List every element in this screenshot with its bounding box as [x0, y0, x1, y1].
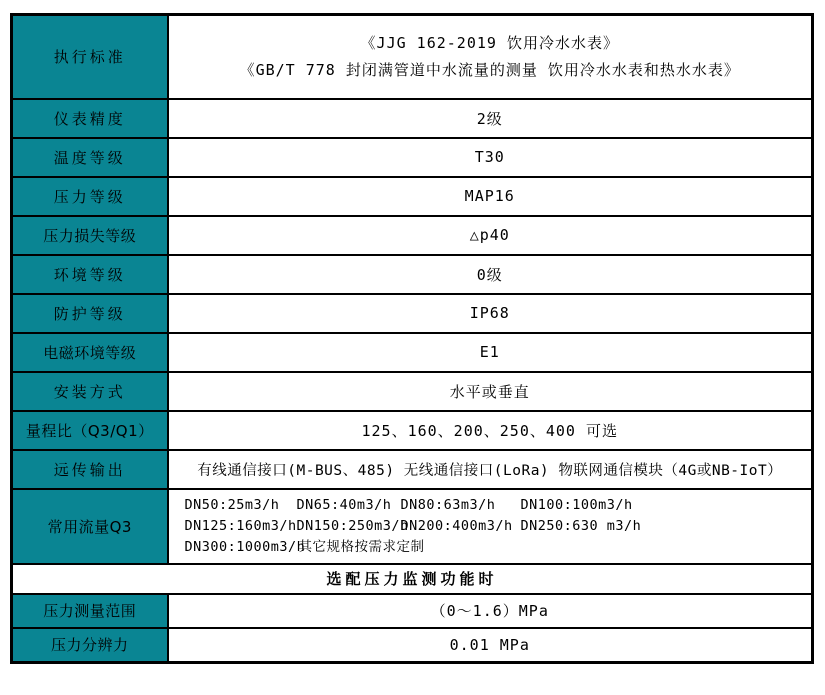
- table-row-range-ratio: [12, 411, 813, 450]
- flow-item: DN150:250m3/h: [296, 517, 409, 534]
- row-label-range-ratio: 量程比（Q3/Q1）: [12, 411, 168, 450]
- flow-item: DN65:40m3/h: [296, 496, 392, 513]
- row-label-pressure-range: 压力测量范围: [12, 594, 168, 628]
- flow-item: DN100:100m3/h: [520, 496, 633, 513]
- table-row-pressure-resolution: [12, 628, 813, 663]
- table-row-common-flow: [12, 489, 813, 564]
- row-value-pressure-resolution: 0.01 MPa: [168, 628, 813, 663]
- flow-item: DN80:63m3/h: [400, 496, 496, 513]
- section-header-pressure-monitoring: 选配压力监测功能时: [12, 564, 813, 594]
- row-value-standard: [168, 15, 813, 99]
- flow-line-2: [185, 516, 806, 537]
- row-label-environment-class: 环境等级: [12, 255, 168, 294]
- row-label-emc-class: 电磁环境等级: [12, 333, 168, 372]
- standard-line-1: 《JJG 162-2019 饮用冷水水表》: [360, 33, 619, 52]
- row-value-pressure-loss-class: △p40: [168, 216, 813, 255]
- row-label-common-flow: 常用流量Q3: [12, 489, 168, 564]
- table-row-pressure-loss-class: [12, 216, 813, 255]
- flow-item: 其它规格按需求定制: [298, 538, 425, 555]
- flow-line-1: [185, 495, 806, 516]
- row-label-pressure-loss-class: 压力损失等级: [12, 216, 168, 255]
- spec-table: [10, 13, 814, 664]
- row-label-pressure-resolution: 压力分辨力: [12, 628, 168, 663]
- row-label-temperature-class: 温度等级: [12, 138, 168, 177]
- row-value-pressure-range: （0～1.6）MPa: [168, 594, 813, 628]
- standard-line-2: 《GB/T 778 封闭满管道中水流量的测量 饮用冷水水表和热水水表》: [239, 61, 740, 80]
- table-row-pressure-class: [12, 177, 813, 216]
- row-value-temperature-class: T30: [168, 138, 813, 177]
- flow-item: DN50:25m3/h: [184, 496, 280, 513]
- row-value-pressure-class: MAP16: [168, 177, 813, 216]
- table-row-temperature-class: [12, 138, 813, 177]
- flow-line-3: [185, 537, 806, 558]
- row-label-accuracy: 仪表精度: [12, 99, 168, 138]
- table-row-standard: [12, 15, 813, 99]
- table-row-emc-class: [12, 333, 813, 372]
- row-label-installation: 安装方式: [12, 372, 168, 411]
- row-value-protection-class: IP68: [168, 294, 813, 333]
- row-value-common-flow: [168, 489, 813, 564]
- row-value-environment-class: 0级: [168, 255, 813, 294]
- flow-item: DN250:630 m3/h: [520, 517, 642, 534]
- row-value-accuracy: 2级: [168, 99, 813, 138]
- row-label-pressure-class: 压力等级: [12, 177, 168, 216]
- row-value-remote-output: 有线通信接口(M-BUS、485) 无线通信接口(LoRa) 物联网通信模块（4G或NB-IoT）: [168, 450, 813, 489]
- row-value-installation: 水平或垂直: [168, 372, 813, 411]
- row-value-emc-class: E1: [168, 333, 813, 372]
- flow-grid: [169, 490, 812, 563]
- row-value-range-ratio: 125、160、200、250、400 可选: [168, 411, 813, 450]
- table-row-section-header: [12, 564, 813, 594]
- row-label-standard: 执行标准: [12, 15, 168, 99]
- row-label-protection-class: 防护等级: [12, 294, 168, 333]
- flow-item: DN300:1000m3/h: [184, 538, 306, 555]
- table-row-environment-class: [12, 255, 813, 294]
- table-row-remote-output: [12, 450, 813, 489]
- flow-item: DN125:160m3/h: [184, 517, 297, 534]
- table-row-accuracy: [12, 99, 813, 138]
- table-row-installation: [12, 372, 813, 411]
- row-label-remote-output: 远传输出: [12, 450, 168, 489]
- table-row-pressure-range: [12, 594, 813, 628]
- flow-item: DN200:400m3/h: [400, 517, 513, 534]
- standard-lines: [169, 16, 812, 98]
- table-row-protection-class: [12, 294, 813, 333]
